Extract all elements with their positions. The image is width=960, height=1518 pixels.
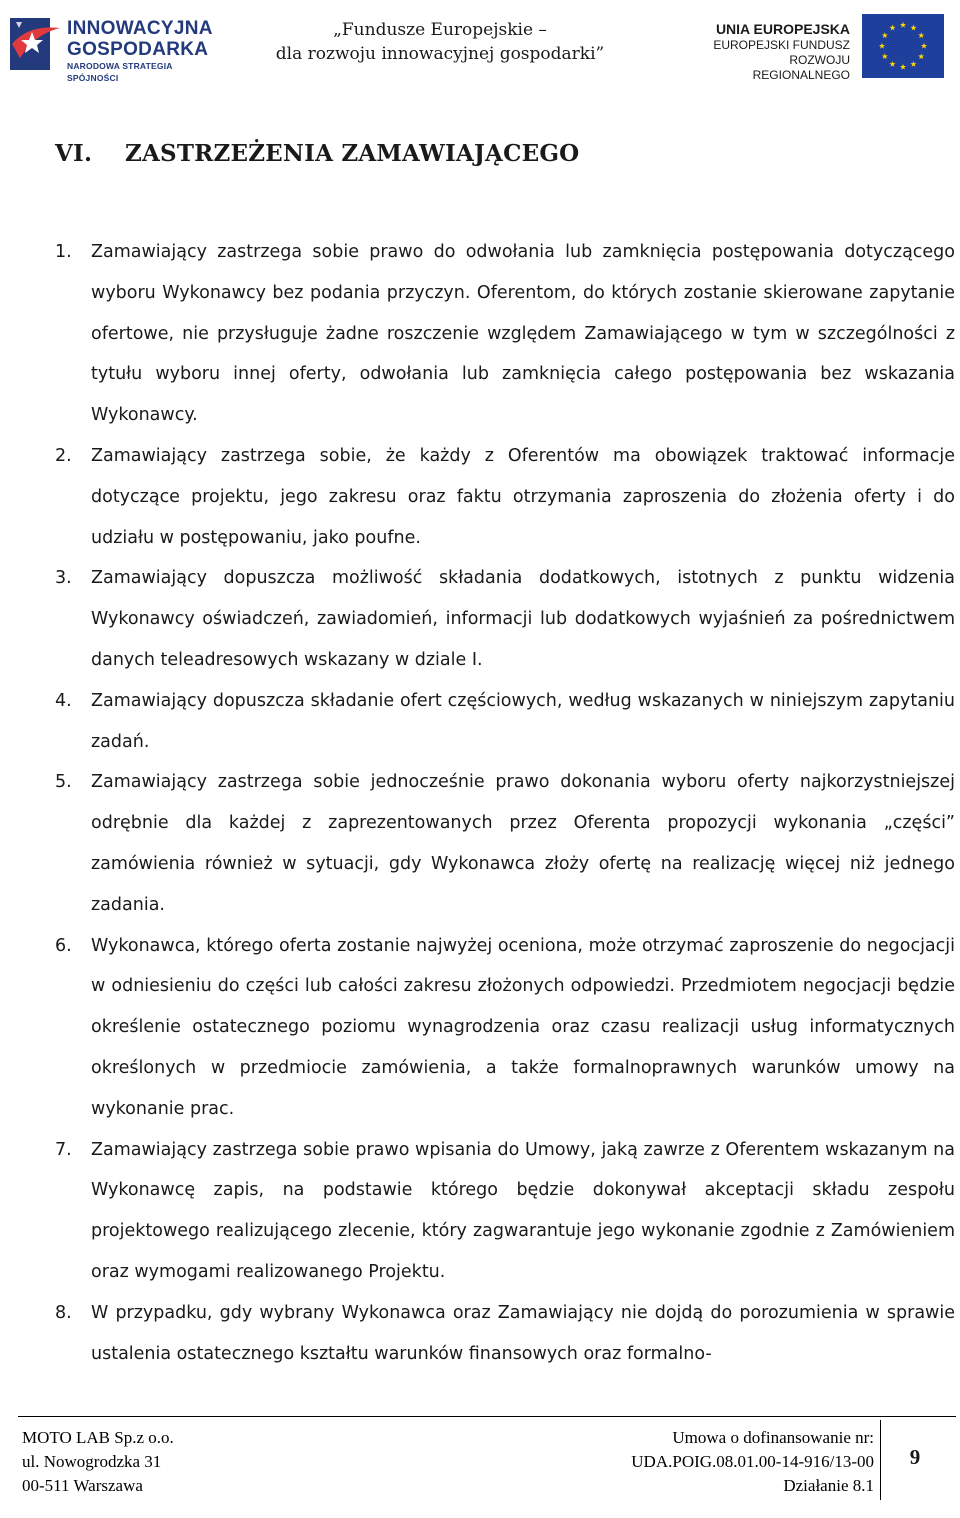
eu-flag-icon (862, 14, 944, 78)
page-footer (22, 1426, 960, 1506)
eu-fund-label (690, 20, 850, 83)
program-title (270, 18, 610, 66)
page-header (0, 0, 960, 90)
list-item (55, 926, 955, 1130)
reservations-list (55, 232, 955, 1374)
company-city: 00-511 Warszawa (22, 1476, 143, 1495)
list-item (55, 232, 955, 436)
item-number: 6. (55, 935, 72, 956)
innowacyjna-gospodarka-logo (10, 14, 225, 83)
section-title (55, 140, 579, 167)
list-item (55, 1130, 955, 1293)
program-title-line2: dla rozwoju innowacyjnej gospodarki” (275, 44, 605, 64)
item-number: 2. (55, 445, 72, 466)
section-number: VI. (55, 140, 93, 167)
item-text: Zamawiający zastrzega sobie prawo wpisania do Umowy, jaką zawrze z Oferentem wskazanym na Wykonawcę zapis, na podstawie którego będzie dokonywał akceptacji składu zespołu projektowego realizującego zlecenie, który zagwarantuje jego wykonanie zgodnie z Zamówieniem oraz wymogami realizowanego Projektu. (91, 1139, 955, 1282)
item-number: 8. (55, 1302, 72, 1323)
ig-logo-line3: NARODOWA STRATEGIA SPÓJNOŚCI (67, 61, 173, 83)
eu-label-line1: UNIA EUROPEJSKA (715, 21, 850, 37)
item-number: 1. (55, 242, 72, 262)
page-number: 9 (909, 1445, 921, 1469)
item-text: Wykonawca, którego oferta zostanie najwyżej oceniona, może otrzymać zaproszenie do negocjacji w odniesieniu do części lub całości zakresu złożonych odpowiedzi. Przedmiotem negocjacji będzie określenie ostatecznego poziomu wynagrodzenia oraz czasu realizacji usług informatycznych określonych w przedmiocie zamówienia, a także formalnoprawnych warunków umowy na wykonanie prac. (91, 935, 955, 1119)
section-heading: ZASTRZEŻENIA ZAMAWIAJĄCEGO (125, 140, 580, 167)
company-street: ul. Nowogrodzka 31 (22, 1452, 162, 1471)
item-number: 4. (55, 690, 72, 711)
item-text: Zamawiający zastrzega sobie prawo do odwołania lub zamknięcia postępowania dotyczącego wyboru Wykonawcy bez podania przyczyn. Oferentom, do których zostanie skierowane zapytanie ofertowe, nie przysługuje żadne roszczenie względem Zamawiającego w tym w szczególności z tytułu wyboru innej oferty, odwołania lub zamknięcia całego postępowania bez wskazania Wykonawcy. (91, 242, 955, 426)
contract-info (631, 1426, 874, 1498)
item-number: 3. (55, 568, 72, 589)
item-text: Zamawiający zastrzega sobie, że każdy z Oferentów ma obowiązek traktować informacje dotyczące projektu, jego zakresu oraz faktu otrzymania zaproszenia do złożenia oferty i do udziału w postępowaniu, jako poufne. (91, 445, 955, 548)
contract-number: UDA.POIG.08.01.00-14-916/13-00 (631, 1452, 874, 1471)
company-address (22, 1426, 174, 1498)
eu-label-line3: ROZWOJU REGIONALNEGO (752, 53, 850, 82)
list-item (55, 762, 955, 925)
item-number: 5. (55, 772, 72, 793)
contract-label: Umowa o dofinansowanie nr: (672, 1428, 874, 1447)
item-number: 7. (55, 1139, 72, 1160)
program-title-line1: „Fundusze Europejskie – (333, 20, 547, 40)
eu-label-line2: EUROPEJSKI FUNDUSZ (713, 38, 850, 52)
item-text: Zamawiający dopuszcza możliwość składania dodatkowych, istotnych z punktu widzenia Wykonawcy oświadczeń, zawiadomień, informacji lub dodatkowych wyjaśnień za pośrednictwem danych teleadresowych wskazany w dziale I. (91, 568, 955, 670)
ig-emblem-icon (10, 14, 62, 76)
footer-divider (18, 1416, 956, 1417)
list-item (55, 681, 955, 763)
ig-logo-text (67, 18, 225, 84)
list-item (55, 1293, 955, 1375)
measure-label: Działanie 8.1 (783, 1476, 874, 1495)
item-text: Zamawiający dopuszcza składanie ofert częściowych, według wskazanych w niniejszym zapytaniu zadań. (91, 690, 955, 752)
list-item (55, 558, 955, 680)
ig-logo-line1: INNOWACYJNA (67, 18, 213, 39)
list-item (55, 436, 955, 558)
company-name: MOTO LAB Sp.z o.o. (22, 1428, 174, 1447)
ig-logo-line2: GOSPODARKA (67, 39, 209, 60)
item-text: Zamawiający zastrzega sobie jednocześnie prawo dokonania wyboru oferty najkorzystniejszej odrębnie dla każdej z zaprezentowanych przez Oferenta propozycji wykonania „części” zamówienia również w sytuacji, gdy Wykonawca złoży ofertę na realizację więcej niż jednego zadania. (91, 772, 955, 915)
item-text: W przypadku, gdy wybrany Wykonawca oraz Zamawiający nie dojdą do porozumienia w sprawie ustalenia ostatecznego kształtu warunków finansowych oraz formalno- (91, 1302, 955, 1364)
